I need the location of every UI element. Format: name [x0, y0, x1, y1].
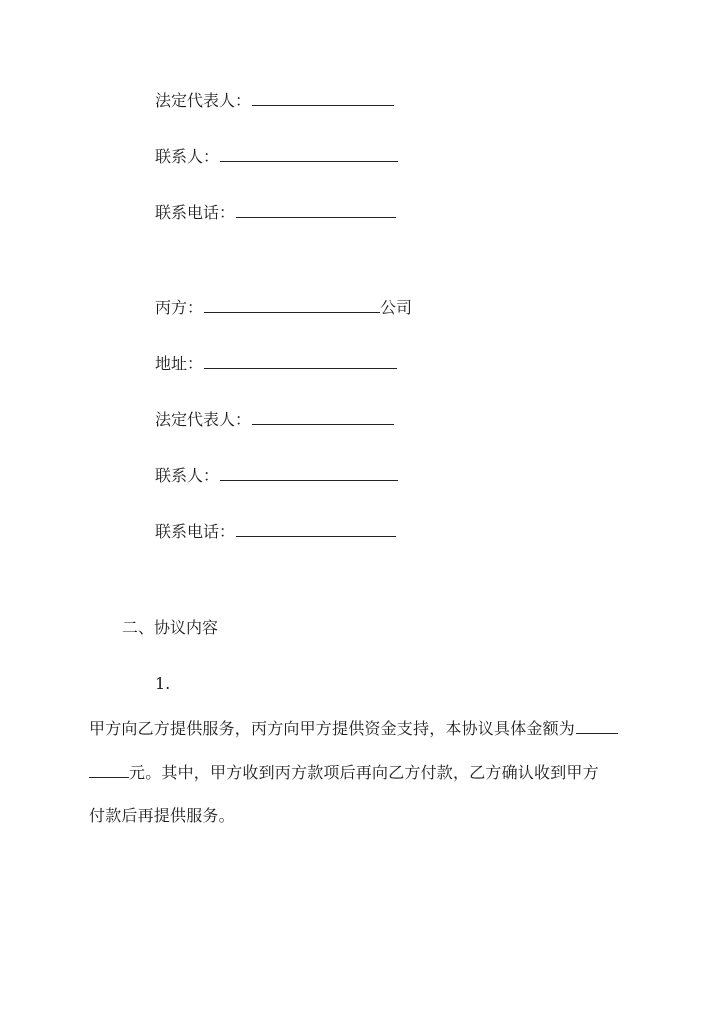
- party-c-name-label: 丙方：: [155, 298, 204, 317]
- party-c-legal-rep-label: 法定代表人：: [155, 410, 252, 429]
- amount-blank-part-1[interactable]: [576, 717, 618, 734]
- paragraph-line-3: 付款后再提供服务。: [89, 806, 235, 825]
- section-heading: 二、协议内容: [122, 618, 219, 637]
- party-c-name-blank[interactable]: [204, 296, 380, 313]
- party-c-address-label: 地址：: [155, 354, 204, 373]
- party-b-legal-rep-label: 法定代表人：: [155, 91, 252, 110]
- party-b-contact-line: [155, 145, 398, 167]
- party-c-contact-blank[interactable]: [220, 464, 398, 481]
- item-number: 1.: [155, 674, 171, 693]
- party-b-phone-blank[interactable]: [236, 201, 396, 218]
- party-c-contact-line: [155, 464, 398, 486]
- party-c-legal-rep-blank[interactable]: [252, 408, 394, 425]
- party-b-legal-rep-line: [155, 89, 394, 111]
- party-c-phone-line: [155, 520, 396, 542]
- party-b-phone-label: 联系电话：: [155, 203, 236, 222]
- paragraph-line-2-text: 元。其中，甲方收到丙方款项后再向乙方付款，乙方确认收到甲方: [129, 763, 599, 782]
- paragraph-line-1: [89, 717, 618, 739]
- party-c-address-line: [155, 352, 397, 374]
- party-b-contact-blank[interactable]: [220, 145, 398, 162]
- party-c-address-blank[interactable]: [204, 352, 397, 369]
- party-b-phone-line: [155, 201, 396, 223]
- party-b-contact-label: 联系人：: [155, 147, 220, 166]
- party-c-phone-label: 联系电话：: [155, 522, 236, 541]
- amount-blank-part-2[interactable]: [89, 761, 129, 778]
- paragraph-line-1-text: 甲方向乙方提供服务，丙方向甲方提供资金支持，本协议具体金额为: [89, 719, 576, 738]
- party-c-contact-label: 联系人：: [155, 466, 220, 485]
- party-c-phone-blank[interactable]: [236, 520, 396, 537]
- paragraph-line-2: [89, 761, 599, 783]
- party-c-name-line: [155, 296, 412, 318]
- party-c-name-suffix: 公司: [380, 298, 413, 317]
- party-c-legal-rep-line: [155, 408, 394, 430]
- party-b-legal-rep-blank[interactable]: [252, 89, 394, 106]
